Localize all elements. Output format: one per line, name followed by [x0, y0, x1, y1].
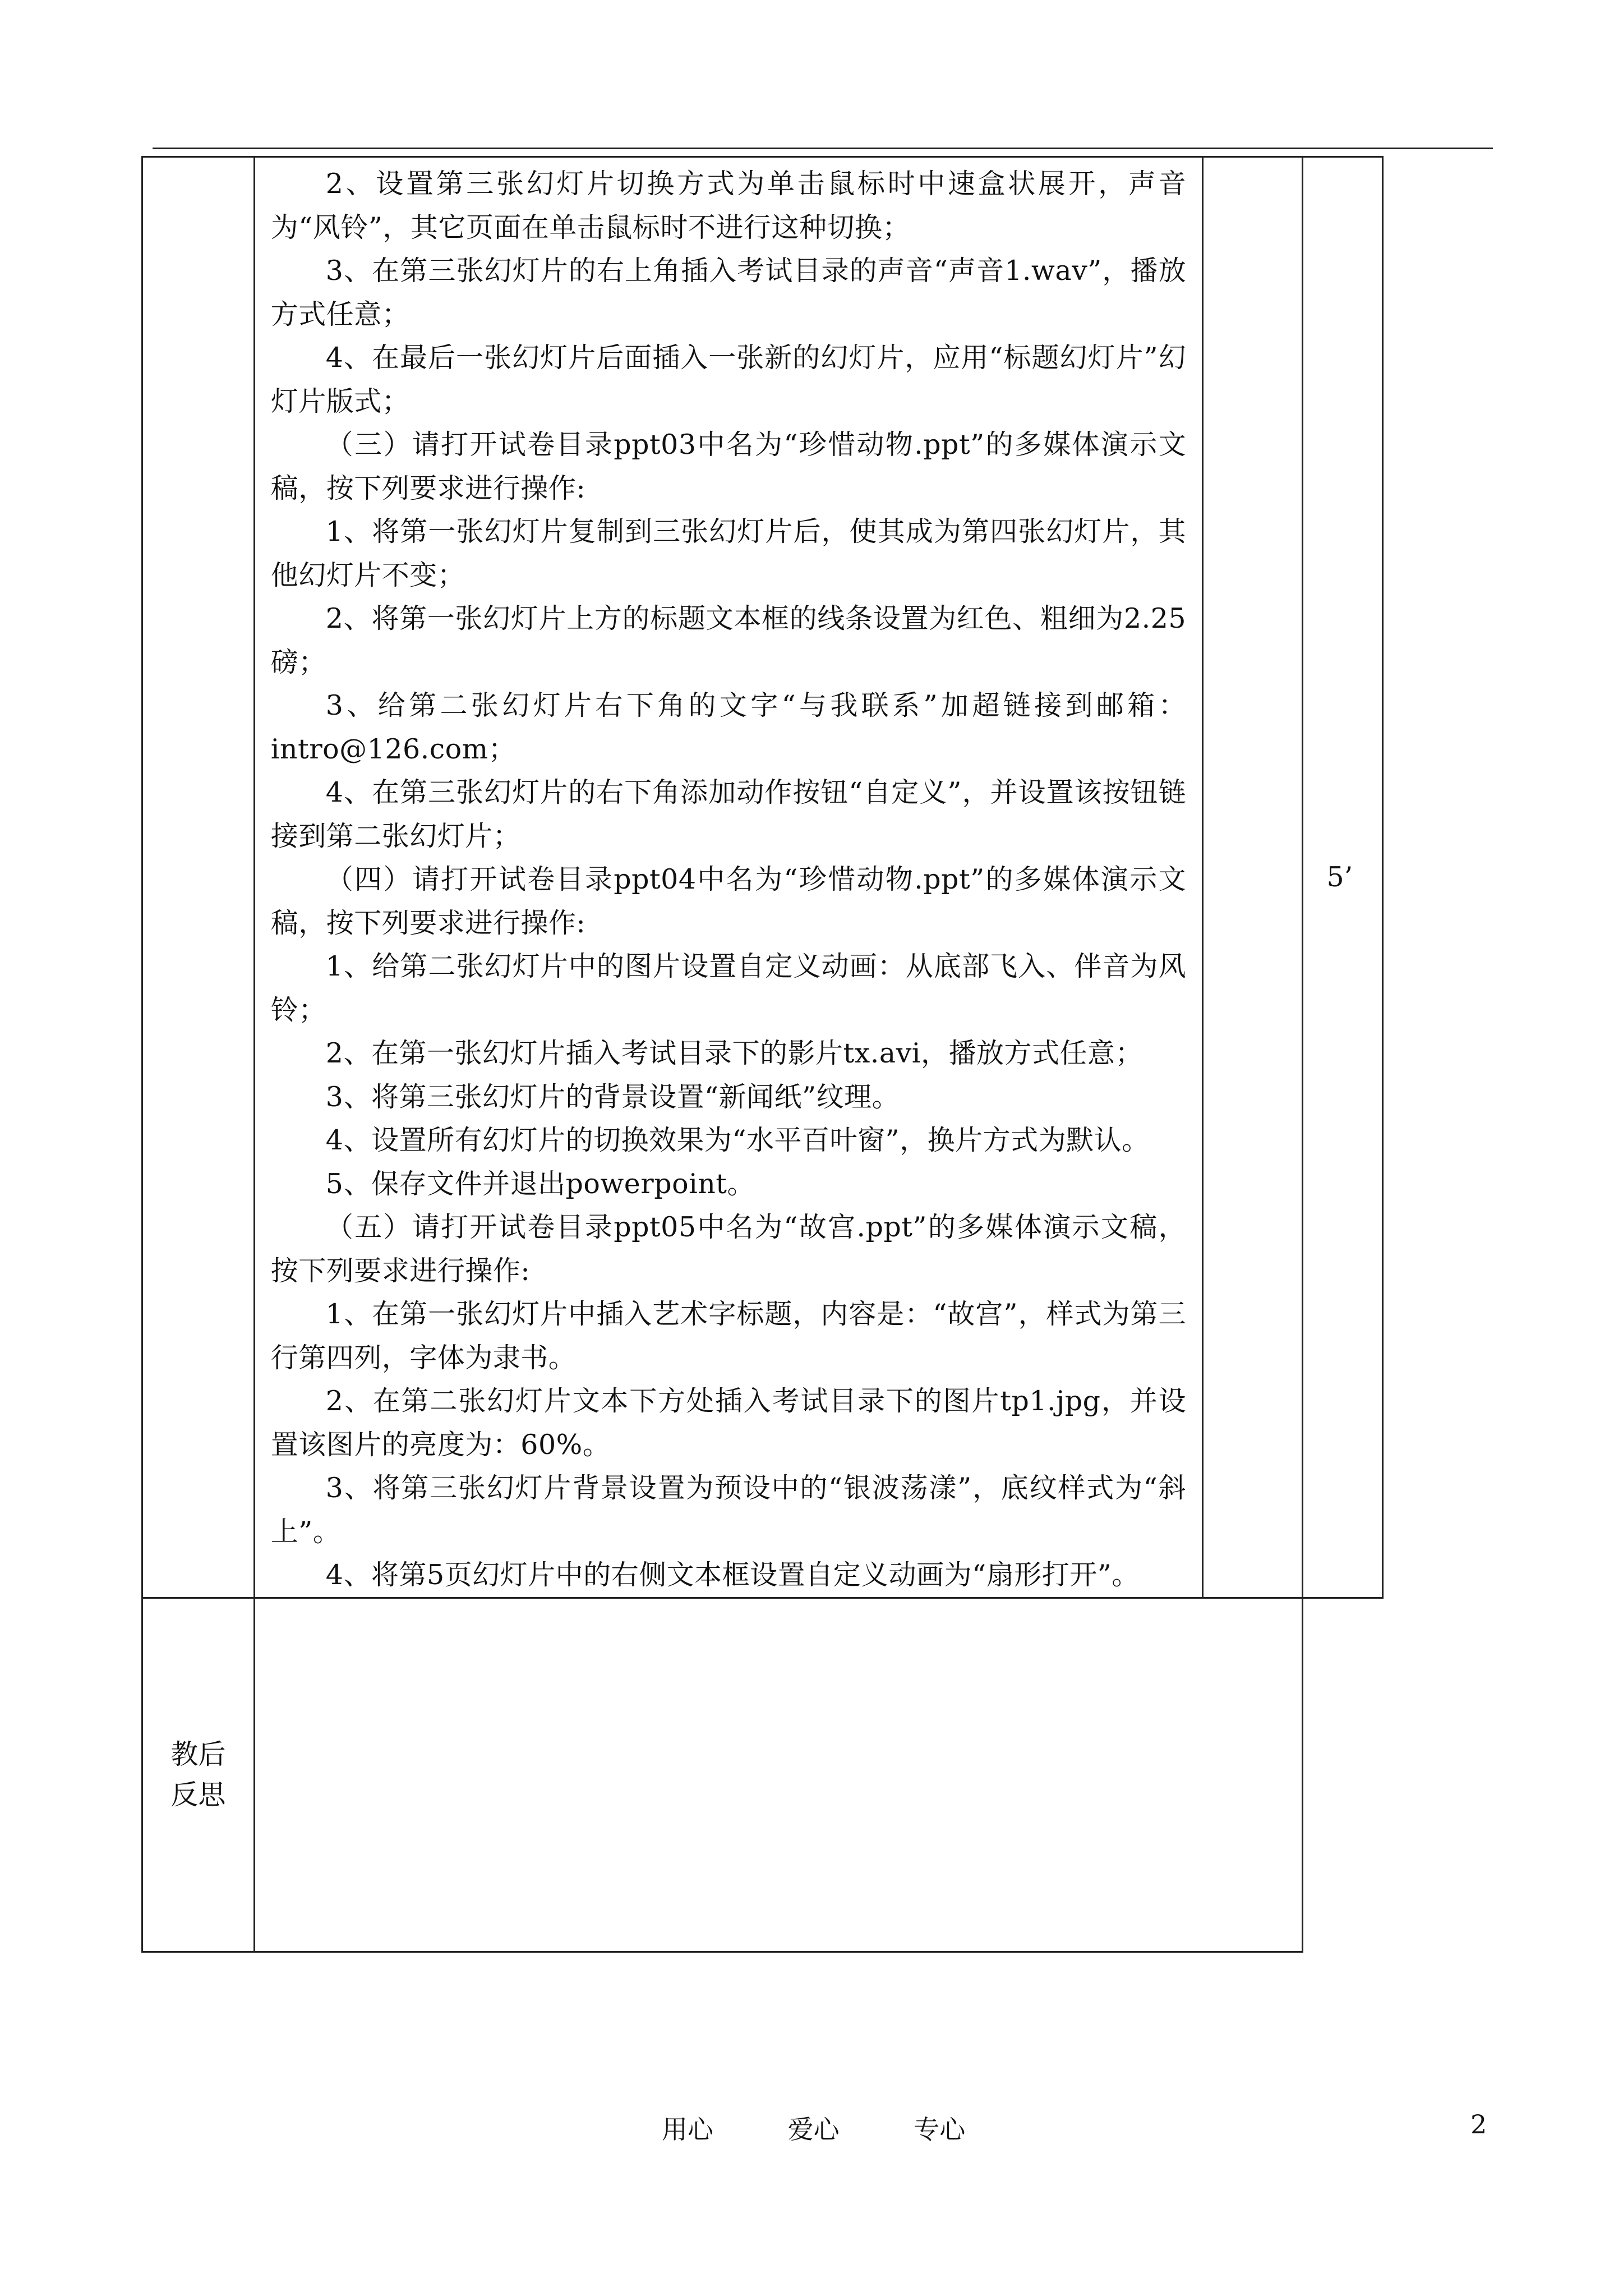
- paragraph: 2、在第一张幻灯片插入考试目录下的影片tx.avi，播放方式任意；: [325, 1037, 1143, 1069]
- paragraph: 3、将第三张幻灯片的背景设置“新闻纸”纹理。: [325, 1080, 900, 1113]
- paragraph: 2、设置第三张幻灯片切换方式为单击鼠标时中速盒状展开，声音为“风铃”，其它页面在单击鼠标时不进行这种切换；: [270, 168, 1187, 243]
- time-value: 5’: [1326, 861, 1353, 894]
- paragraph: 1、在第一张幻灯片中插入艺术字标题，内容是：“故宫”，样式为第三行第四列，字体为隶书。: [270, 1298, 1187, 1374]
- paragraph: （五）请打开试卷目录ppt05中名为“故宫.ppt”的多媒体演示文稿，按下列要求进行操作:: [270, 1211, 1187, 1287]
- label-cell-empty: [142, 157, 255, 1598]
- paragraph: 4、将第5页幻灯片中的右侧文本框设置自定义动画为“扇形打开”。: [325, 1559, 1140, 1591]
- paragraph: 2、在第二张幻灯片文本下方处插入考试目录下的图片tp1.jpg，并设置该图片的亮度为：60%。: [270, 1385, 1187, 1461]
- content-cell: [254, 157, 1202, 1598]
- footer-motto: 用心: [662, 2114, 713, 2145]
- paragraph: 4、设置所有幻灯片的切换效果为“水平百叶窗”，换片方式为默认。: [325, 1124, 1150, 1156]
- paragraph: 3、在第三张幻灯片的右上角插入考试目录的声音“声音1.wav”，播放方式任意；: [270, 255, 1187, 330]
- paragraph: 4、在最后一张幻灯片后面插入一张新的幻灯片，应用“标题幻灯片”幻灯片版式；: [270, 342, 1187, 417]
- blank-area: [1302, 1598, 1382, 1952]
- reflection-label-line: 反思: [170, 1778, 226, 1811]
- footer-motto: 爱心: [787, 2114, 840, 2145]
- paragraph: 2、将第一张幻灯片上方的标题文本框的线条设置为红色、粗细为2.25磅；: [270, 602, 1187, 678]
- paragraph: （四）请打开试卷目录ppt04中名为“珍惜动物.ppt”的多媒体演示文稿，按下列要求进行操作:: [270, 863, 1187, 939]
- content-row: [142, 157, 1383, 1598]
- lesson-plan-table: [141, 156, 1384, 1953]
- reflection-label-line: 教后: [170, 1738, 226, 1770]
- paragraph: 4、在第三张幻灯片的右下角添加动作按钮“自定义”，并设置该按钮链接到第二张幻灯片；: [270, 776, 1187, 852]
- paragraph: 5、保存文件并退出powerpoint。: [325, 1167, 755, 1200]
- footer-motto: 专心: [914, 2114, 966, 2145]
- header-rule: [153, 148, 1493, 149]
- page-number: 2: [1470, 2109, 1487, 2139]
- footer-mottos: [662, 2109, 1031, 2146]
- time-cell: [1302, 157, 1382, 1598]
- paragraph: （三）请打开试卷目录ppt03中名为“珍惜动物.ppt”的多媒体演示文稿，按下列要求进行操作:: [270, 429, 1187, 504]
- reflection-body: [254, 1598, 1302, 1952]
- paragraph: 1、给第二张幻灯片中的图片设置自定义动画：从底部飞入、伴音为风铃；: [270, 950, 1187, 1026]
- reflection-label: [142, 1598, 255, 1952]
- reflection-row: [142, 1598, 1383, 1952]
- paragraph: 3、将第三张幻灯片背景设置为预设中的“银波荡漾”，底纹样式为“斜上”。: [270, 1472, 1187, 1548]
- paragraph: 3、给第二张幻灯片右下角的文字“与我联系”加超链接到邮箱：intro@126.com；: [270, 689, 1187, 765]
- empty-cell: [1203, 157, 1303, 1598]
- paragraph: 1、将第一张幻灯片复制到三张幻灯片后，使其成为第四张幻灯片，其他幻灯片不变；: [270, 516, 1187, 591]
